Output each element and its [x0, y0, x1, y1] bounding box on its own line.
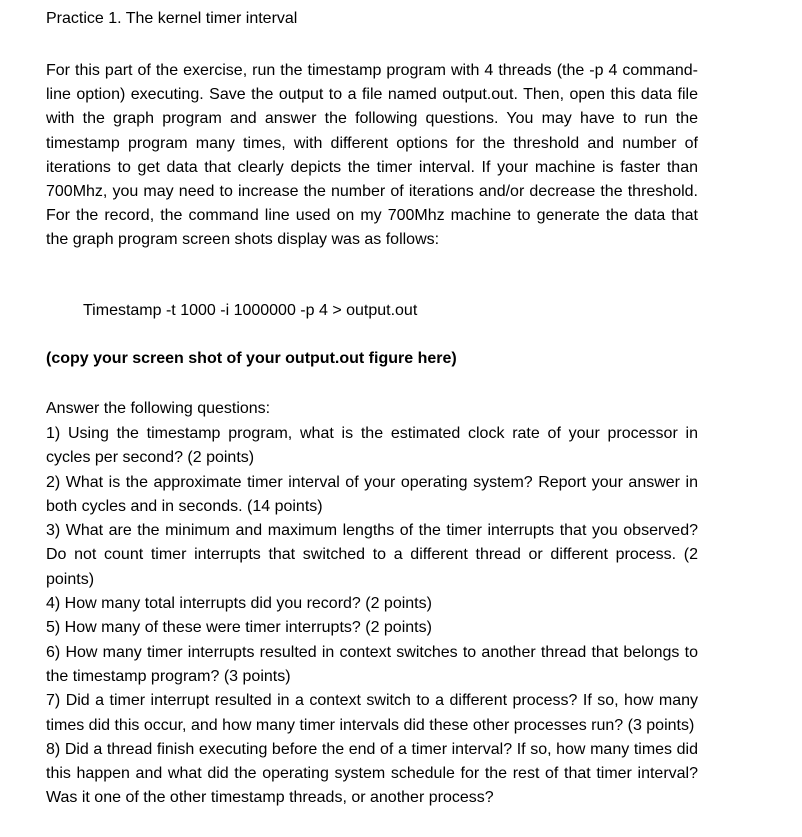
- question-item-1: 1) Using the timestamp program, what is the estimated clock rate of your processor in cycles per second? (2 points): [46, 425, 698, 467]
- questions-list: [46, 422, 698, 811]
- question-item-4: 4) How many total interrupts did you record? (2 points): [46, 595, 432, 613]
- command-line-example: Timestamp -t 1000 -i 1000000 -p 4 > output.out: [83, 302, 418, 319]
- intro-paragraph: For this part of the exercise, run the timestamp program with 4 threads (the -p 4 command-line option) executing. Save the output to a file named output.out. Then, open this data file with the graph program and answer the following questions. You may have to run the timestamp program many times, with different options for the threshold and number of iterations to get data that clearly depicts the timer interval. If your machine is faster than 700Mhz, you may need to increase the number of iterations and/or decrease the threshold. For the record, the command line used on my 700Mhz machine to generate the data that the graph program screen shots display was as follows:: [46, 62, 698, 249]
- question-item-8: 8) Did a thread finish executing before the end of a timer interval? If so, how many times did this happen and what did the operating system schedule for the rest of that timer interval? Was it one of the other timestamp threads, or another process?: [46, 740, 698, 807]
- question-item-6: 6) How many timer interrupts resulted in context switches to another thread that belongs to the timestamp program? (3 points): [46, 643, 698, 685]
- questions-heading: Answer the following questions:: [46, 400, 271, 417]
- screenshot-placeholder-instruction: (copy your screen shot of your output.out figure here): [46, 350, 457, 367]
- section-title: Practice 1. The kernel timer interval: [46, 10, 298, 27]
- question-item-3: 3) What are the minimum and maximum lengths of the timer interrupts that you observed? Do not count timer interrupts that switched to a different thread or different process. (2 points): [46, 522, 698, 588]
- question-item-2: 2) What is the approximate timer interval of your operating system? Report your answer in both cycles and in seconds. (14 points): [46, 473, 698, 515]
- question-item-5: 5) How many of these were timer interrupts? (2 points): [46, 619, 432, 637]
- question-item-7: 7) Did a timer interrupt resulted in a context switch to a different process? If so, how many times did this occur, and how many timer intervals did these other processes run? (3 points): [46, 692, 698, 734]
